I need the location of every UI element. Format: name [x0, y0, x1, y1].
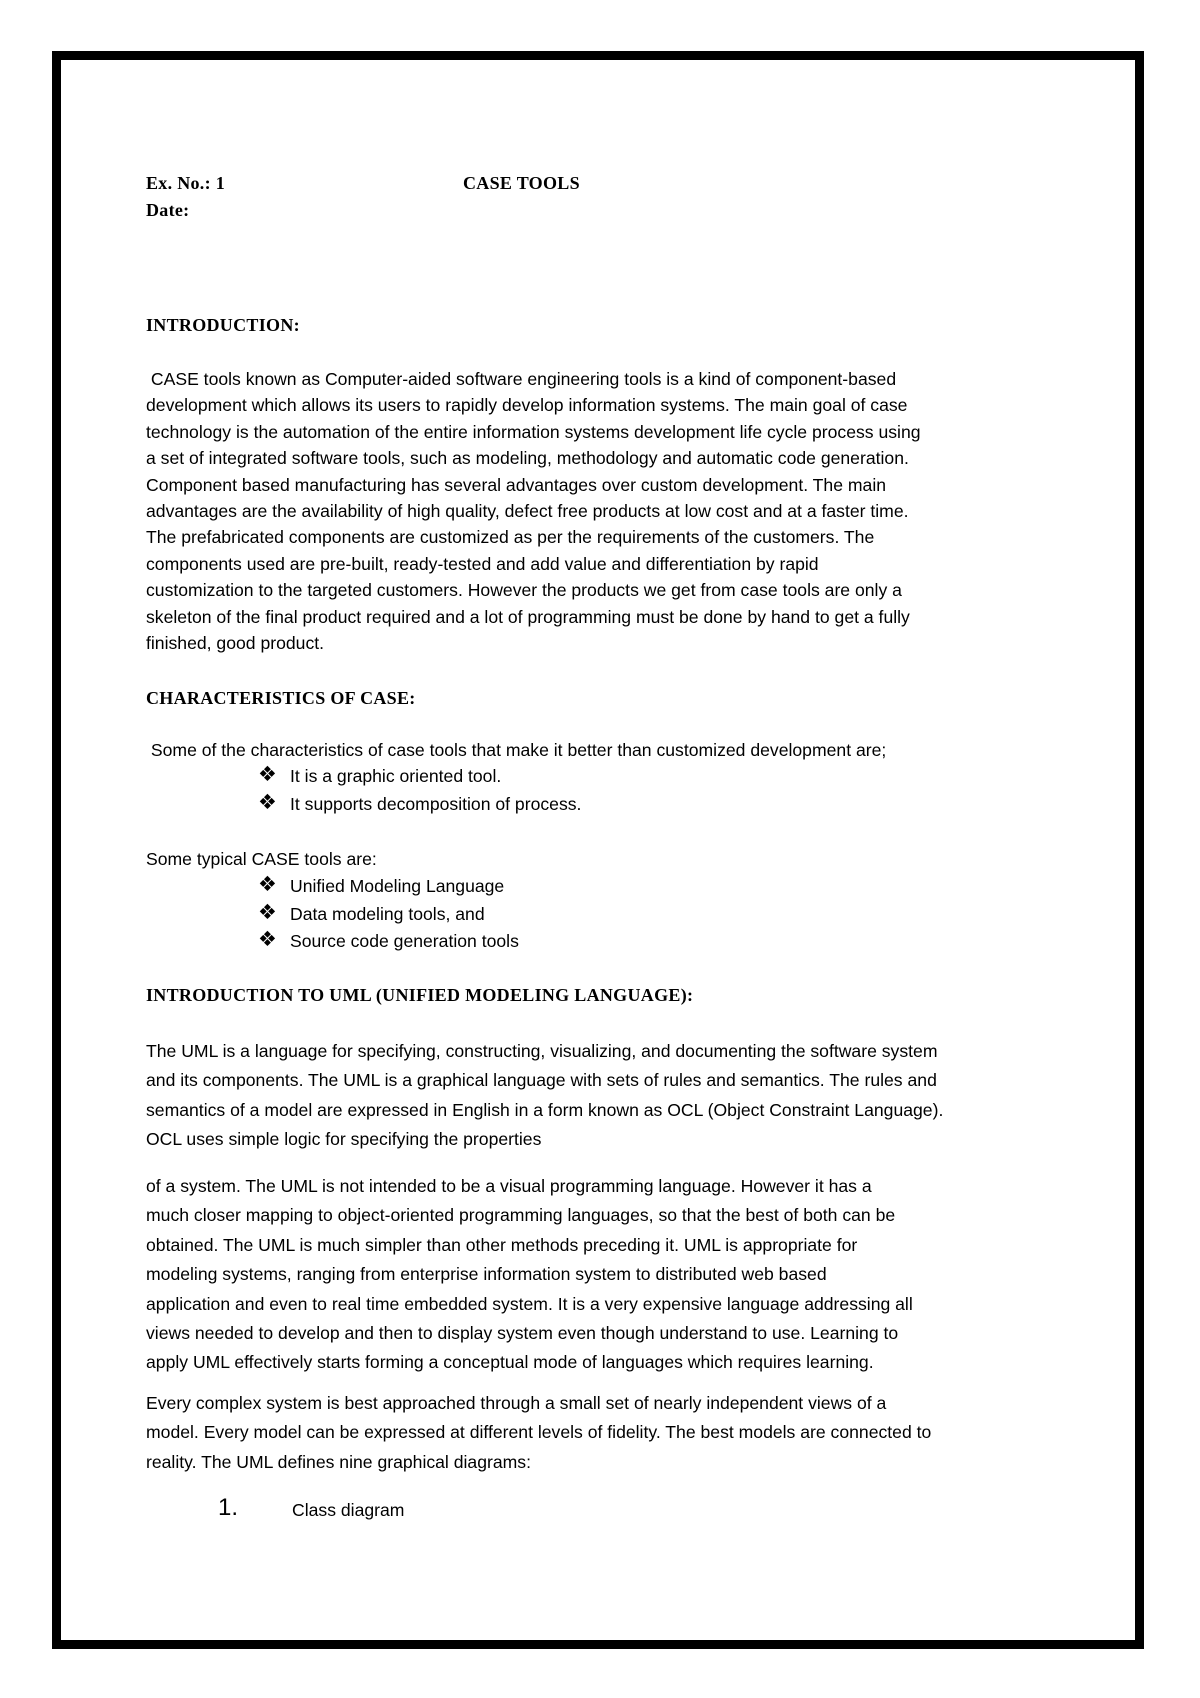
paragraph-line: obtained. The UML is much simpler than other methods preceding it. UML is appropriate for	[146, 1234, 858, 1255]
uml-heading: INTRODUCTION TO UML (UNIFIED MODELING LANGUAGE):	[146, 985, 694, 1005]
paragraph-line: of a system. The UML is not intended to be a visual programming language. However it has a	[146, 1176, 872, 1196]
paragraph-line: components used are pre-built, ready-tested and add value and differentiation by rapid	[146, 553, 819, 574]
paragraph-line: a set of integrated software tools, such as modeling, methodology and automatic code generation.	[146, 448, 909, 469]
uml-paragraph-2	[146, 1172, 1066, 1378]
introduction-heading: INTRODUCTION:	[146, 315, 300, 335]
paragraph-line: The UML is a language for specifying, constructing, visualizing, and documenting the software system	[146, 1041, 938, 1061]
paragraph-line: development which allows its users to rapidly develop information systems. The main goal of case	[146, 395, 908, 416]
exercise-number: Ex. No.: 1	[146, 173, 225, 193]
list-item: ❖ Unified Modeling Language	[258, 873, 505, 896]
diamond-bullet-icon: ❖	[258, 790, 277, 814]
paragraph-line: modeling systems, ranging from enterprise information system to distributed web based	[146, 1264, 827, 1285]
paragraph-line: Every complex system is best approached through a small set of nearly independent views of a	[146, 1393, 887, 1413]
paragraph-line: skeleton of the final product required and a lot of programming must be done by hand to get a fully	[146, 606, 910, 627]
paragraph-line: technology is the automation of the entire information systems development life cycle process using	[146, 421, 921, 442]
diamond-bullet-icon: ❖	[258, 928, 277, 951]
paragraph-line: customization to the targeted customers. However the products we get from case tools are only a	[146, 580, 902, 601]
list-item: ❖ Source code generation tools	[258, 928, 519, 951]
paragraph-line: reality. The UML defines nine graphical diagrams:	[146, 1451, 531, 1472]
characteristics-intro: Some of the characteristics of case tools that make it better than customized development are;	[146, 740, 887, 760]
paragraph-line: application and even to real time embedded system. It is a very expensive language addressing all	[146, 1293, 913, 1314]
introduction-paragraph	[146, 366, 1066, 656]
characteristics-list	[258, 763, 581, 818]
paragraph-line: semantics of a model are expressed in English in a form known as OCL (Object Constraint Language).	[146, 1099, 944, 1120]
diagram-list-item	[218, 1494, 618, 1530]
list-item: ❖ It supports decomposition of process.	[258, 790, 582, 814]
diamond-bullet-icon: ❖	[258, 900, 277, 924]
list-item: ❖ It is a graphic oriented tool.	[258, 763, 502, 786]
diagram-label: Class diagram	[292, 1500, 405, 1520]
paragraph-line: apply UML effectively starts forming a conceptual mode of languages which requires learning.	[146, 1352, 874, 1373]
characteristics-heading: CHARACTERISTICS OF CASE:	[146, 688, 416, 708]
paragraph-line: OCL uses simple logic for specifying the properties	[146, 1129, 542, 1150]
paragraph-line: and its components. The UML is a graphical language with sets of rules and semantics. The rules and	[146, 1070, 937, 1091]
list-item: ❖ Data modeling tools, and	[258, 900, 485, 924]
paragraph-line: finished, good product.	[146, 633, 325, 654]
paragraph-line: CASE tools known as Computer-aided software engineering tools is a kind of component-based	[146, 369, 897, 389]
paragraph-line: advantages are the availability of high quality, defect free products at low cost and at a faster time.	[146, 501, 909, 522]
date-label: Date:	[146, 200, 190, 220]
diamond-bullet-icon: ❖	[258, 763, 277, 786]
paragraph-line: The prefabricated components are customized as per the requirements of the customers. The	[146, 527, 875, 548]
diamond-bullet-icon: ❖	[258, 873, 277, 896]
list-number: 1.	[218, 1494, 239, 1521]
document-title: CASE TOOLS	[463, 173, 580, 193]
paragraph-line: model. Every model can be expressed at different levels of fidelity. The best models are connected to	[146, 1422, 932, 1443]
uml-paragraph-3	[146, 1389, 1066, 1477]
paragraph-line: views needed to develop and then to display system even though understand to use. Learning to	[146, 1323, 899, 1344]
typical-tools-list	[258, 873, 519, 956]
typical-tools-intro: Some typical CASE tools are:	[146, 849, 377, 869]
uml-paragraph-1	[146, 1037, 1066, 1155]
paragraph-line: much closer mapping to object-oriented programming languages, so that the best of both can be	[146, 1205, 896, 1226]
paragraph-line: Component based manufacturing has several advantages over custom development. The main	[146, 474, 887, 495]
